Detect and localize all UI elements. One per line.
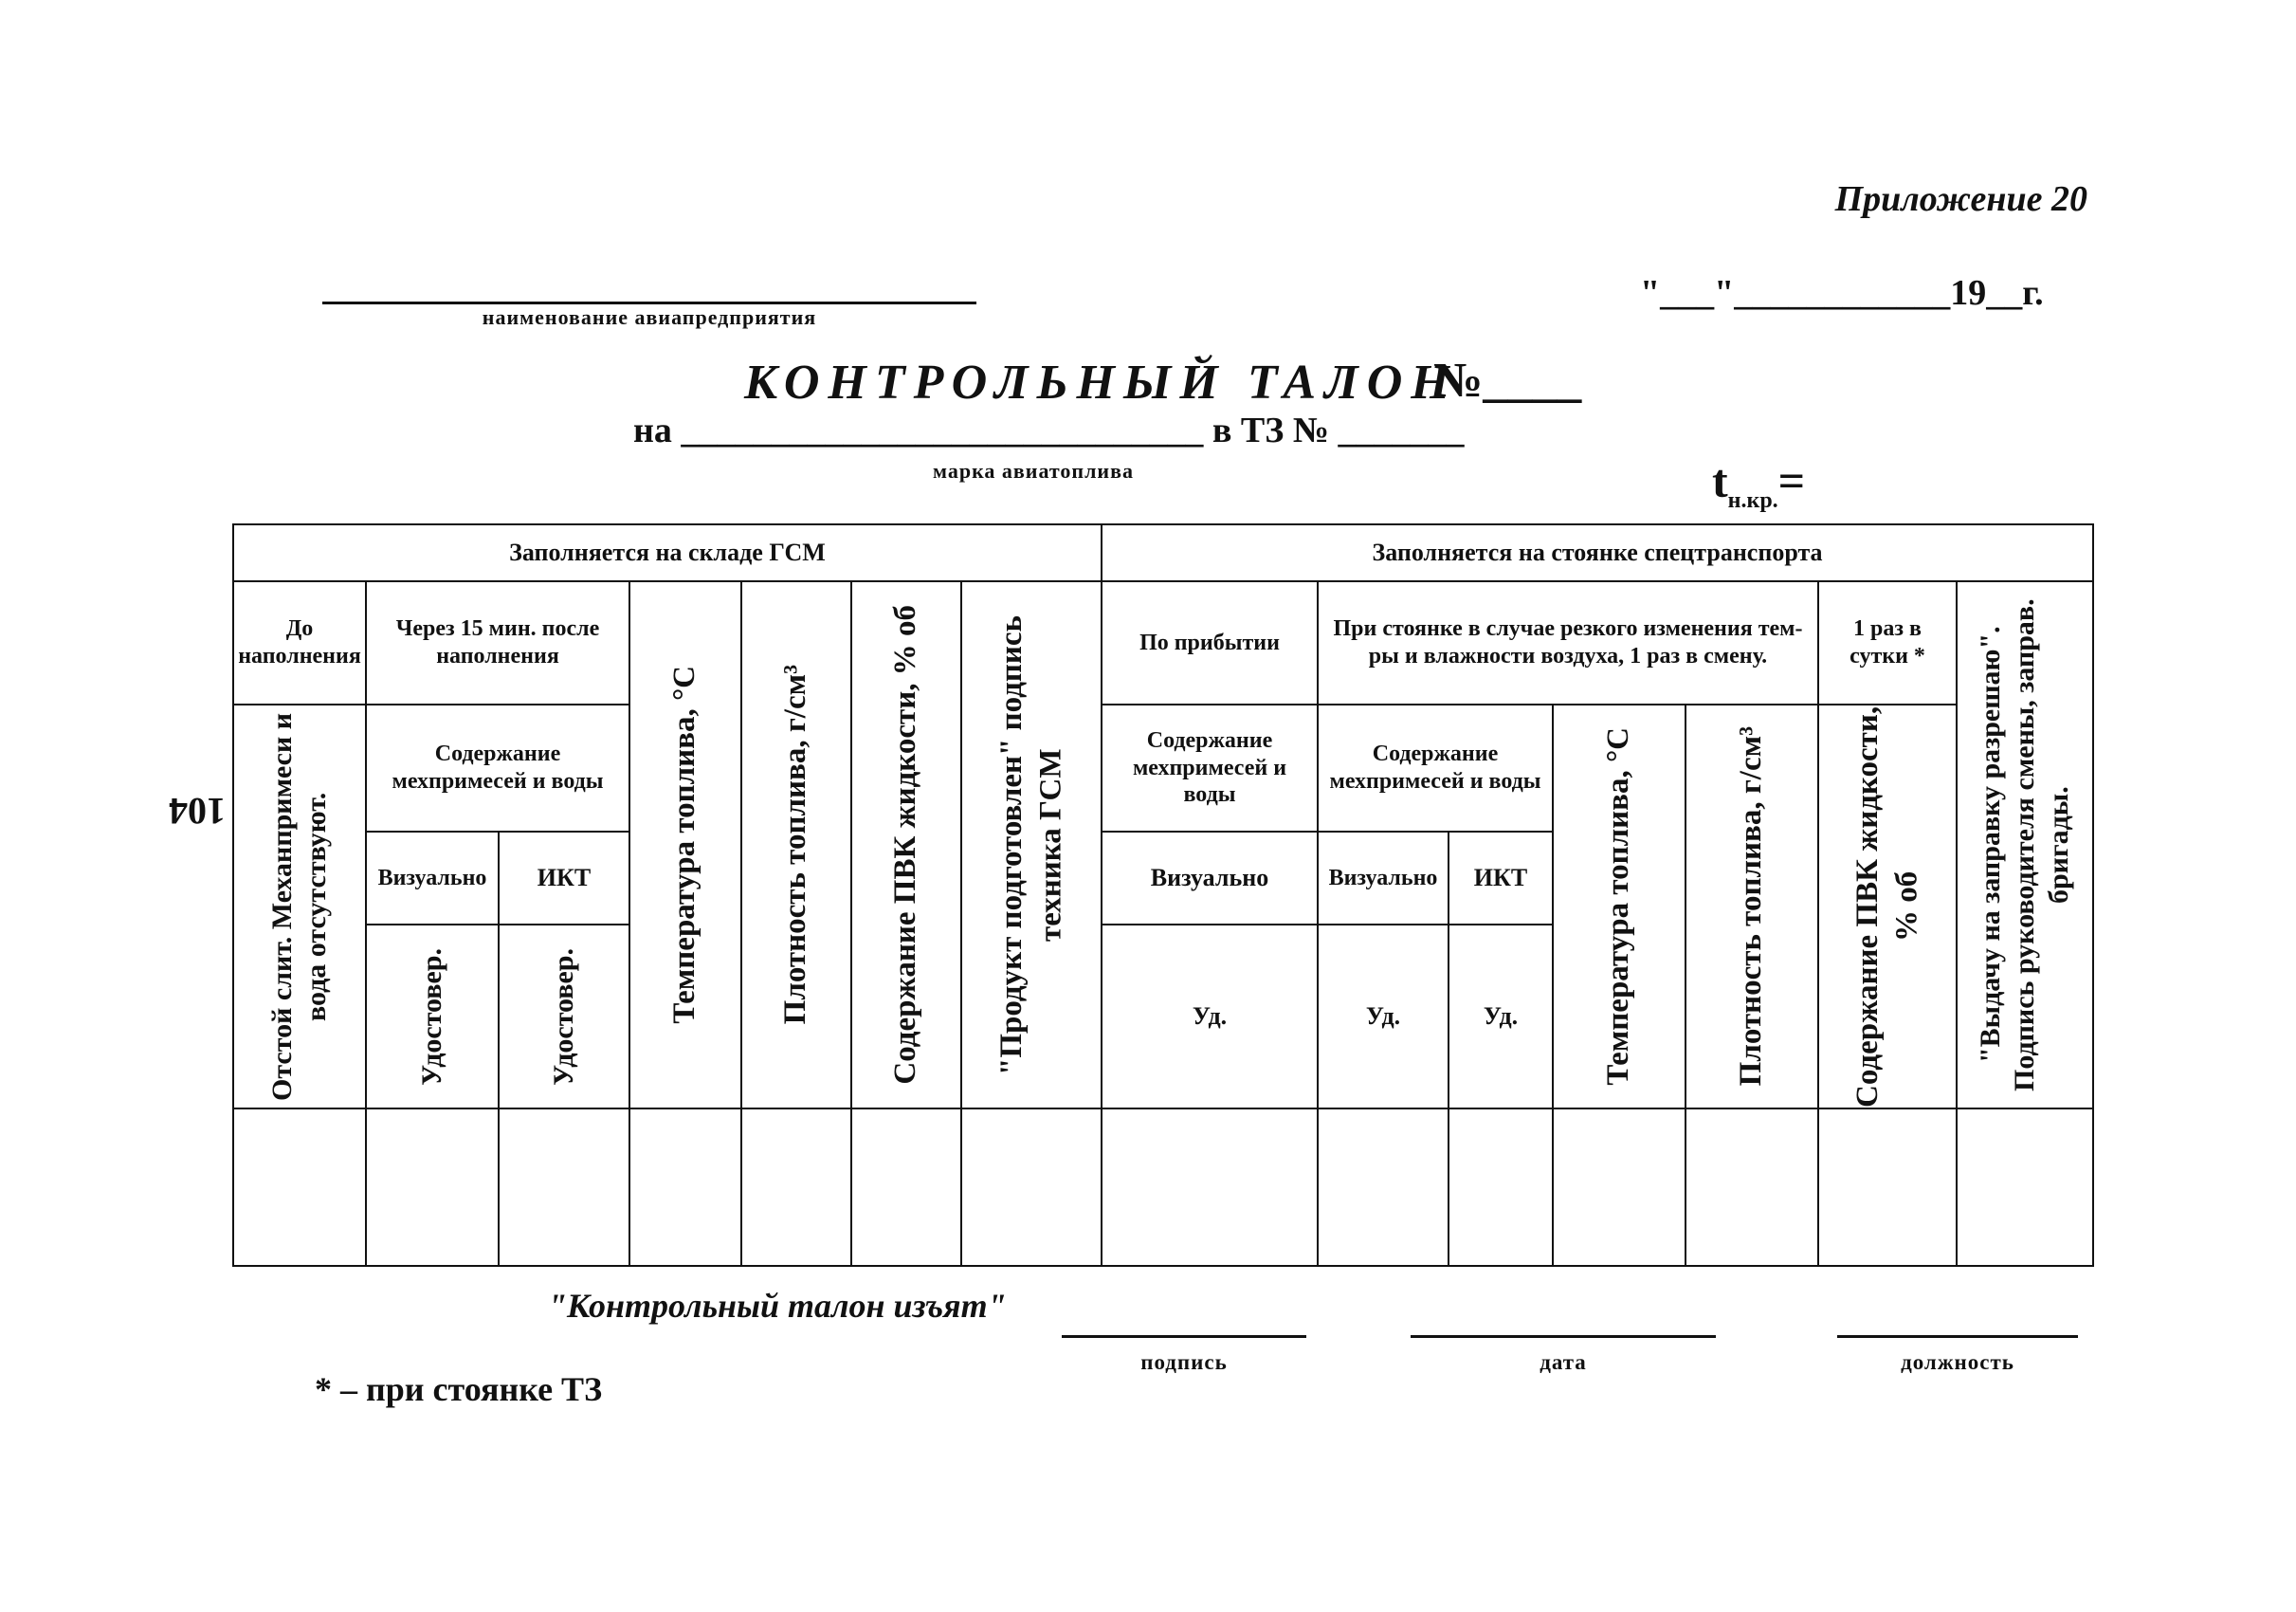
entry-cell[interactable] bbox=[232, 1108, 367, 1267]
date-caption: дата bbox=[1540, 1350, 1587, 1374]
header-after-15min: Через 15 мин. после наполнения bbox=[365, 580, 630, 705]
ticket-number-field[interactable]: №____ bbox=[1433, 354, 1582, 408]
header-ikt-parking: ИКТ bbox=[1448, 831, 1554, 925]
header-parking-change: При стоянке в случае резкого изменения тем-ры и влажности воздуха, 1 раз в смену. bbox=[1317, 580, 1819, 705]
header-daily: 1 раз в сутки * bbox=[1817, 580, 1958, 705]
date-line[interactable] bbox=[1411, 1335, 1716, 1338]
date-field[interactable]: "___"____________19__г. bbox=[1640, 273, 2044, 313]
header-fuel-temp: Температура топлива, °С bbox=[629, 580, 742, 1109]
header-cert-ikt: Удостовер. bbox=[498, 924, 630, 1109]
header-fuel-density: Плотность топлива, г/см³ bbox=[740, 580, 852, 1109]
entry-cell[interactable] bbox=[365, 1108, 500, 1267]
header-fuel-density-2: Плотность топлива, г/см³ bbox=[1685, 704, 1819, 1109]
header-issue-permission: "Выдачу на заправку разрешаю". Подпись руководителя смены, заправ. бригады. bbox=[1956, 580, 2094, 1109]
document-title: КОНТРОЛЬНЫЙ ТАЛОН bbox=[744, 356, 1458, 410]
header-content-mech: Содержание мехпримесей и воды bbox=[365, 704, 630, 833]
group-header-warehouse: Заполняется на складе ГСМ bbox=[232, 523, 1102, 582]
fuel-grade-line[interactable]: на _____________________________ в ТЗ № _______ bbox=[633, 411, 1465, 450]
header-pvk-content: Содержание ПВК жидкости, % об bbox=[850, 580, 962, 1109]
header-fuel-temp-2: Температура топлива, °С bbox=[1552, 704, 1686, 1109]
header-before-fill: До наполнения bbox=[232, 580, 367, 705]
entry-cell[interactable] bbox=[1317, 1108, 1449, 1267]
header-product-prepared: "Продукт подготовлен" подпись техника ГСМ bbox=[960, 580, 1102, 1109]
page-number: 104 bbox=[169, 790, 226, 833]
entry-cell[interactable] bbox=[740, 1108, 852, 1267]
org-name-line[interactable] bbox=[322, 302, 976, 304]
entry-cell[interactable] bbox=[1101, 1108, 1319, 1267]
header-sediment: Отстой слит. Механпримеси и вода отсутствуют. bbox=[232, 704, 367, 1109]
entry-cell[interactable] bbox=[1685, 1108, 1819, 1267]
header-ud-ikt: Уд. bbox=[1448, 924, 1554, 1109]
entry-cell[interactable] bbox=[850, 1108, 962, 1267]
header-visual-parking: Визуально bbox=[1317, 831, 1449, 925]
signature-line[interactable] bbox=[1062, 1335, 1306, 1338]
footnote: * – при стоянке ТЗ bbox=[315, 1370, 603, 1408]
entry-cell[interactable] bbox=[1817, 1108, 1958, 1267]
header-visual: Визуально bbox=[365, 831, 500, 925]
crystallization-temp-field[interactable]: $t_{н.кр.}=$ bbox=[1712, 454, 1806, 513]
ticket-withdrawn-label: "Контрольный талон изъят" bbox=[548, 1287, 1007, 1325]
header-on-arrival: По прибытии bbox=[1101, 580, 1319, 705]
header-ud-arrival: Уд. bbox=[1101, 924, 1319, 1109]
header-content-mech-parking: Содержание мехпримесей и воды bbox=[1317, 704, 1554, 833]
entry-cell[interactable] bbox=[1448, 1108, 1554, 1267]
position-caption: должность bbox=[1901, 1350, 2014, 1374]
org-name-caption: наименование авиапредприятия bbox=[482, 305, 817, 329]
position-line[interactable] bbox=[1837, 1335, 2078, 1338]
entry-cell[interactable] bbox=[960, 1108, 1102, 1267]
header-content-mech-arrival: Содержание мехпримесей и воды bbox=[1101, 704, 1319, 833]
entry-cell[interactable] bbox=[498, 1108, 630, 1267]
header-cert-visual: Удостовер. bbox=[365, 924, 500, 1109]
header-ud-visual: Уд. bbox=[1317, 924, 1449, 1109]
header-pvk-content-2: Содержание ПВК жидкости, % об bbox=[1817, 704, 1958, 1109]
group-header-parking: Заполняется на стоянке спецтранспорта bbox=[1101, 523, 2094, 582]
entry-cell[interactable] bbox=[1552, 1108, 1686, 1267]
appendix-number: Приложение 20 bbox=[1834, 179, 2087, 219]
entry-cell[interactable] bbox=[1956, 1108, 2094, 1267]
entry-cell[interactable] bbox=[629, 1108, 742, 1267]
signature-caption: подпись bbox=[1140, 1350, 1228, 1374]
header-visual-arrival: Визуально bbox=[1101, 831, 1319, 925]
header-ikt: ИКТ bbox=[498, 831, 630, 925]
fuel-grade-caption: марка авиатоплива bbox=[933, 459, 1134, 483]
